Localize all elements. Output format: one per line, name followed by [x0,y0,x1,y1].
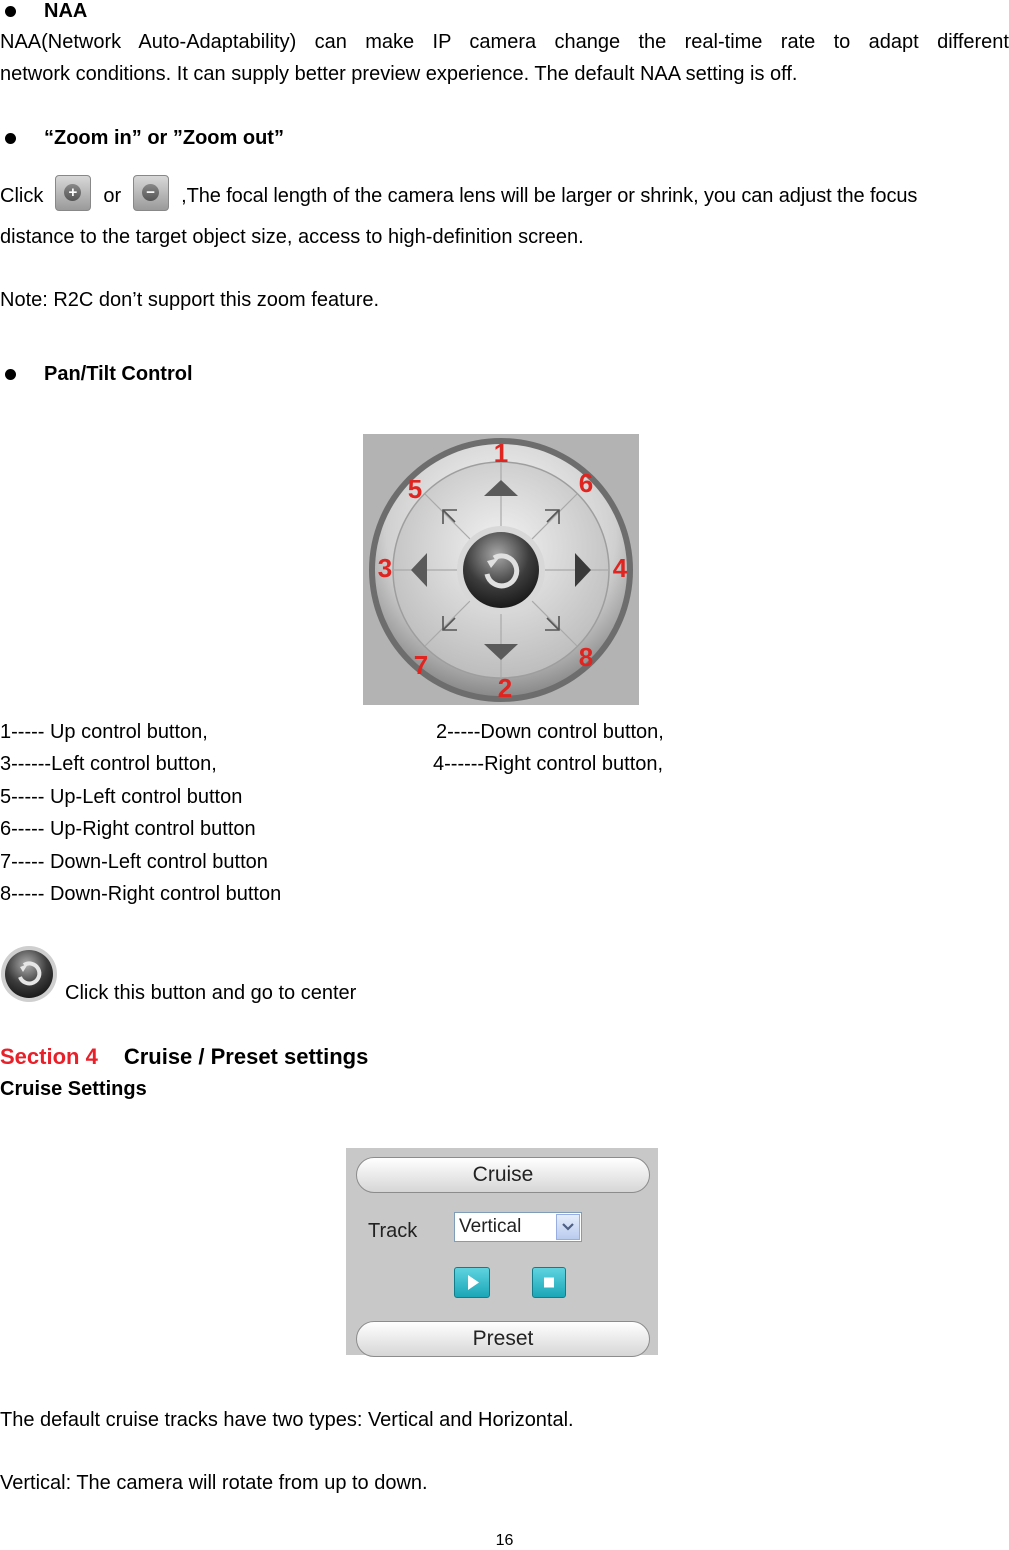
marker-4: 4 [612,553,628,583]
legend-down: 2-----Down control button, [436,721,664,743]
zoom-note: Note: R2C don’t support this zoom feature. [0,289,380,311]
zoom-line-1 [0,178,1009,214]
pan-tilt-figure [363,434,639,705]
marker-2: 2 [497,673,513,703]
vertical-text: Vertical: The camera will rotate from up to down. [0,1472,428,1494]
chevron-down-icon[interactable] [556,1214,580,1240]
track-select-value: Vertical [459,1216,522,1237]
legend-up-left: 5----- Up-Left control button [0,786,243,808]
zoom-in-button[interactable] [55,175,91,211]
tracks-text: The default cruise tracks have two types: Vertical and Horizontal. [0,1409,574,1431]
marker-8: 8 [578,642,594,672]
pantilt-heading [0,363,193,386]
stop-icon [533,1268,565,1297]
go-center-button[interactable] [0,945,58,1003]
naa-line-2: network conditions. It can supply better preview experience. The default NAA setting is off. [0,63,798,85]
legend-right: 4------Right control button, [433,753,664,775]
go-center-text: Click this button and go to center [65,982,357,1004]
bullet-dot [5,133,16,144]
cruise-button[interactable]: Cruise [356,1157,650,1193]
track-select[interactable] [454,1212,582,1242]
naa-line-1: NAA(Network Auto-Adaptability) can make IP camera change the real-time rate to adapt different [0,31,1009,53]
bullet-dot [5,369,16,380]
marker-7: 7 [413,650,429,680]
marker-1: 1 [493,438,509,468]
plus-icon: + [64,184,81,201]
cruise-panel [346,1148,658,1355]
play-button[interactable] [454,1267,490,1298]
naa-heading-text: NAA [44,0,88,22]
section-name: Cruise / Preset settings [123,1044,369,1069]
zoom-heading [0,127,284,150]
track-label: Track [368,1220,418,1242]
preset-button[interactable]: Preset [356,1321,650,1357]
page-number: 16 [495,1532,514,1549]
marker-3: 3 [377,553,393,583]
section-number: Section 4 [0,1044,98,1069]
marker-5: 5 [407,474,423,504]
play-icon [455,1268,489,1297]
zoom-line-2: distance to the target object size, access to high-definition screen. [0,226,584,248]
stop-button[interactable] [532,1267,566,1298]
minus-icon: − [142,184,159,201]
center-button[interactable] [463,532,539,608]
legend-up: 1----- Up control button, [0,721,208,743]
legend-left: 3------Left control button, [0,753,217,775]
cruise-settings-heading: Cruise Settings [0,1078,147,1100]
pantilt-heading-text: Pan/Tilt Control [44,363,193,385]
zoom-heading-text: “Zoom in” or ”Zoom out” [44,127,284,149]
naa-heading [0,0,87,23]
pan-tilt-control [363,434,639,705]
legend-down-left: 7----- Down-Left control button [0,851,268,873]
zoom-out-button[interactable] [133,175,169,211]
legend-up-right: 6----- Up-Right control button [0,818,256,840]
zoom-line-1-rest: ,The focal length of the camera lens will be larger or shrink, you can adjust the focus [181,185,918,207]
marker-6: 6 [578,468,594,498]
zoom-or-text: or [103,185,122,207]
section-title [0,1044,368,1070]
zoom-click-text: Click [0,185,44,207]
bullet-dot [5,6,16,17]
legend-down-right: 8----- Down-Right control button [0,883,282,905]
